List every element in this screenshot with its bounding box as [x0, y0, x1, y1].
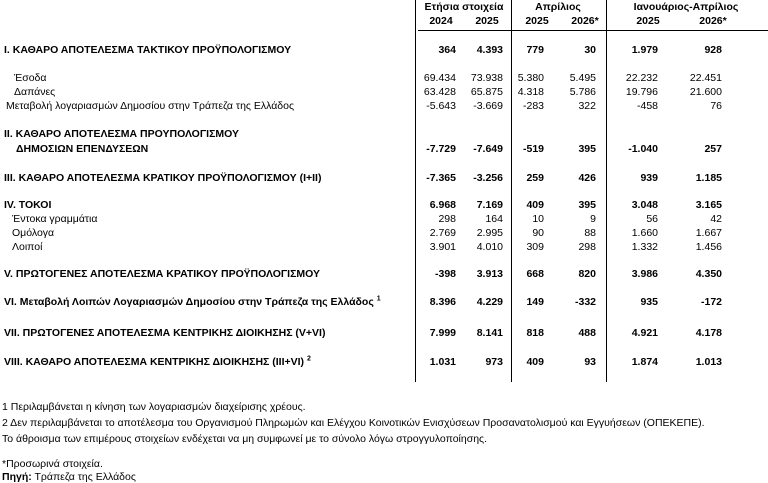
- row-label-text: III. ΚΑΘΑΡΟ ΑΠΟΤΕΛΕΣΜΑ ΚΡΑΤΙΚΟΥ ΠΡΟΫΠΟΛΟΓΙΣΜΟΥ (I+II): [4, 172, 322, 184]
- table-cell: 4.229: [476, 296, 503, 308]
- provisional-note: *Προσωρινά στοιχεία.: [2, 458, 103, 470]
- table-cell: -7.649: [473, 143, 503, 155]
- source-value: Τράπεζα της Ελλάδος: [34, 471, 136, 483]
- table-cell: 3.986: [631, 268, 658, 280]
- table-cell: 939: [640, 172, 658, 184]
- table-cell: 30: [584, 44, 596, 56]
- table-cell: 1.667: [695, 227, 722, 239]
- row-label: [4, 128, 239, 140]
- source-label: Πηγή:: [2, 471, 32, 483]
- table-cell: 7.999: [429, 327, 456, 339]
- header-jan-apr: Ιανουάριος-Απρίλιος: [633, 1, 739, 13]
- table-cell: 42: [710, 213, 722, 225]
- table-cell: 1.332: [631, 241, 658, 253]
- table-cell: 1.456: [695, 241, 722, 253]
- source-line: [2, 471, 136, 483]
- row-label: [4, 44, 291, 56]
- table-cell: 364: [438, 44, 456, 56]
- row-label: [12, 241, 42, 253]
- table-cell: 395: [578, 143, 596, 155]
- row-label: [4, 199, 51, 211]
- table-cell: 779: [526, 44, 544, 56]
- note-1: 1 Περιλαμβάνεται η κίνηση των λογαριασμών διαχείρισης χρέους.: [2, 401, 306, 413]
- table-cell: 1.874: [631, 356, 658, 368]
- row-label: [4, 268, 320, 280]
- header-april: Απρίλιος: [535, 1, 581, 13]
- table-cell: 3.165: [695, 199, 722, 211]
- row-label: [12, 227, 54, 239]
- table-cell: 298: [578, 241, 596, 253]
- table-cell: 1.979: [631, 44, 658, 56]
- table-cell: 1.013: [695, 356, 722, 368]
- table-cell: -7.729: [426, 143, 456, 155]
- table-cell: 21.600: [689, 86, 722, 98]
- footnote-marker: 1: [376, 295, 381, 303]
- row-label: [12, 213, 97, 225]
- table-cell: 818: [526, 327, 544, 339]
- table-cell: 259: [526, 172, 544, 184]
- table-cell: 10: [532, 213, 544, 225]
- table-cell: 56: [646, 213, 658, 225]
- table-cell: 2.995: [476, 227, 503, 239]
- footnote-marker: 2: [306, 355, 311, 363]
- row-label-text: IV. ΤΟΚΟΙ: [4, 199, 52, 211]
- table-cell: -1.040: [628, 143, 658, 155]
- table-cell: 973: [485, 356, 503, 368]
- table-cell: 1.660: [631, 227, 658, 239]
- table-cell: 2.769: [429, 227, 456, 239]
- table-cell: 309: [526, 241, 544, 253]
- row-label-text: Έσοδα: [14, 72, 47, 84]
- table-cell: 409: [526, 356, 544, 368]
- table-cell: -3.669: [473, 100, 503, 112]
- table-cell: 1.185: [695, 172, 722, 184]
- col-header-janapr-2026: 2026*: [699, 15, 727, 27]
- row-label-text: Μεταβολή λογαριασμών Δημοσίου στην Τράπεζα της Ελλάδος: [6, 100, 295, 112]
- row-label: [4, 356, 311, 368]
- row-label-text: Έντοκα γραμμάτια: [12, 213, 98, 225]
- row-label: [14, 72, 46, 84]
- column-separator: [415, 0, 416, 382]
- column-separator: [511, 0, 512, 382]
- table-cell: 488: [578, 327, 596, 339]
- table-cell: 322: [578, 100, 596, 112]
- table-cell: 149: [526, 296, 544, 308]
- table-cell: 935: [640, 296, 658, 308]
- header-divider: [418, 30, 768, 31]
- table-cell: 19.796: [625, 86, 658, 98]
- row-label-text: II. ΚΑΘΑΡΟ ΑΠΟΤΕΛΕΣΜΑ ΠΡΟΥΠΟΛΟΓΙΣΜΟΥ: [4, 128, 239, 140]
- row-label-text: VIII. ΚΑΘΑΡΟ ΑΠΟΤΕΛΕΣΜΑ ΚΕΝΤΡΙΚΗΣ ΔΙΟΙΚΗΣΗΣ (III+VI): [4, 356, 305, 368]
- row-label: [4, 327, 325, 339]
- table-cell: -519: [522, 143, 544, 155]
- column-separator: [606, 0, 607, 382]
- table-cell: -7.365: [426, 172, 456, 184]
- table-cell: 395: [578, 199, 596, 211]
- table-cell: -283: [522, 100, 544, 112]
- row-label-text: Ομόλογα: [12, 227, 55, 239]
- table-cell: -3.256: [473, 172, 503, 184]
- row-label-text: V. ΠΡΩΤΟΓΕΝΕΣ ΑΠΟΤΕΛΕΣΜΑ ΚΡΑΤΙΚΟΥ ΠΡΟΫΠΟΛΟΓΙΣΜΟΥ: [4, 268, 321, 280]
- table-cell: 668: [526, 268, 544, 280]
- table-cell: 257: [704, 143, 722, 155]
- table-cell: 820: [578, 268, 596, 280]
- table-cell: 90: [532, 227, 544, 239]
- table-cell: 9: [590, 213, 596, 225]
- table-cell: 3.901: [429, 241, 456, 253]
- table-cell: -398: [434, 268, 456, 280]
- table-cell: 4.393: [476, 44, 503, 56]
- row-label-text: I. ΚΑΘΑΡΟ ΑΠΟΤΕΛΕΣΜΑ ΤΑΚΤΙΚΟΥ ΠΡΟΫΠΟΛΟΓΙΣΜΟΥ: [4, 44, 292, 56]
- table-cell: 5.495: [569, 72, 596, 84]
- note-2: 2 Δεν περιλαμβάνεται το αποτέλεσμα του Οργανισμού Πληρωμών και Ελέγχου Κοινοτικών Ενισχύσεων Προσανατολισμού και Εγγυήσεων (ΟΠΕΚΕΠΕ).: [2, 417, 705, 429]
- table-cell: 93: [584, 356, 596, 368]
- table-cell: 65.875: [470, 86, 503, 98]
- table-cell: 426: [578, 172, 596, 184]
- table-cell: 4.350: [695, 268, 722, 280]
- table-cell: 22.451: [689, 72, 722, 84]
- table-cell: 7.169: [476, 199, 503, 211]
- col-header-janapr-2025: 2025: [636, 15, 660, 27]
- row-label-text: VII. ΠΡΩΤΟΓΕΝΕΣ ΑΠΟΤΕΛΕΣΜΑ ΚΕΝΤΡΙΚΗΣ ΔΙΟΙΚΗΣΗΣ (V+VI): [4, 327, 326, 339]
- table-cell: 5.380: [517, 72, 544, 84]
- row-label: [4, 172, 321, 184]
- table-cell: 3.913: [476, 268, 503, 280]
- table-cell: 4.010: [476, 241, 503, 253]
- table-cell: 928: [704, 44, 722, 56]
- row-label-text: VI. Μεταβολή Λοιπών Λογαριασμών Δημοσίου στην Τράπεζα της Ελλάδος: [4, 296, 374, 308]
- row-label: [6, 100, 294, 112]
- table-cell: 4.318: [517, 86, 544, 98]
- col-header-april-2025: 2025: [525, 15, 549, 27]
- table-cell: -458: [636, 100, 658, 112]
- table-cell: 4.178: [695, 327, 722, 339]
- row-label-continued: ΔΗΜΟΣΙΩΝ ΕΠΕΝΔΥΣΕΩΝ: [16, 143, 149, 155]
- table-cell: 8.396: [429, 296, 456, 308]
- row-label: [4, 296, 381, 308]
- table-cell: 5.786: [569, 86, 596, 98]
- row-label-text: Λοιποί: [12, 241, 43, 253]
- row-label: [14, 86, 55, 98]
- table-cell: 63.428: [423, 86, 456, 98]
- note-3: Το άθροισμα των επιμέρους στοιχείων ενδέχεται να μη συμφωνεί με το σύνολο λόγω στρογγυλοποίησης.: [2, 433, 488, 445]
- table-cell: 73.938: [470, 72, 503, 84]
- table-cell: 8.141: [476, 327, 503, 339]
- table-cell: 298: [438, 213, 456, 225]
- table-cell: 69.434: [423, 72, 456, 84]
- table-cell: 4.921: [631, 327, 658, 339]
- table-cell: -332: [574, 296, 596, 308]
- row-label-text: Δαπάνες: [14, 86, 56, 98]
- col-header-april-2026: 2026*: [571, 15, 599, 27]
- table-cell: 164: [485, 213, 503, 225]
- table-cell: 76: [710, 100, 722, 112]
- table-cell: 6.968: [429, 199, 456, 211]
- header-annual: Ετήσια στοιχεία: [424, 1, 504, 13]
- table-cell: 1.031: [429, 356, 456, 368]
- table-cell: -5.643: [426, 100, 456, 112]
- col-header-annual-2025: 2025: [475, 15, 499, 27]
- table-cell: 88: [584, 227, 596, 239]
- col-header-annual-2024: 2024: [429, 15, 453, 27]
- table-cell: -172: [700, 296, 722, 308]
- table-cell: 409: [526, 199, 544, 211]
- table-cell: 22.232: [625, 72, 658, 84]
- table-cell: 3.048: [631, 199, 658, 211]
